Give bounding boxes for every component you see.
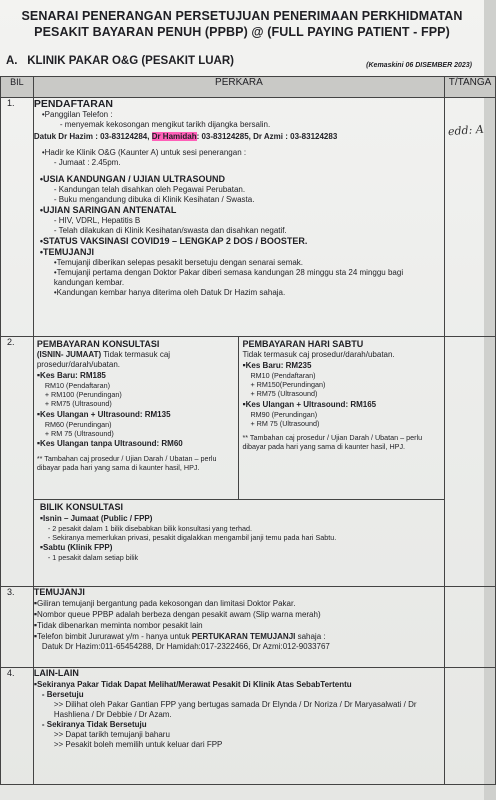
usia-item-1: - Kandungan telah disahkan oleh Pegawai Perubatan. [34, 185, 444, 195]
nurse-numbers: Datuk Dr Hazim:011-65454288, Dr Hamidah:017-2322466, Dr Azmi:012-9033767 [41, 642, 330, 651]
row-content-pendaftaran [33, 98, 444, 337]
section-title [6, 55, 234, 67]
tidak-detail-1: >> Dapat tarikh temujanji baharu [53, 730, 170, 739]
bilik-title: BILIK KONSULTASI [39, 502, 124, 512]
highlighted-name: Dr Hamidah [151, 132, 197, 141]
saturday-baru-item: RM10 (Pendaftaran) [250, 371, 316, 380]
info-table [0, 76, 496, 785]
row-content-pembayaran [33, 337, 444, 587]
phone-label: • Panggilan Telefon : [34, 110, 444, 120]
weekday-baru-item: RM10 (Pendaftaran) [44, 381, 110, 390]
weekday-baru-item: + RM75 (Ultrasound) [44, 399, 112, 409]
weekday-ulangan-item: RM60 (Perundingan) [44, 419, 112, 429]
weekday-note: Tidak termasuk caj prosedur/darah/ubatan. [36, 350, 171, 369]
weekday-subtitle [37, 350, 236, 370]
header-tarikh: T/TANGA [445, 77, 496, 98]
row-title: TEMUJANJI [33, 587, 85, 597]
table-row [1, 98, 496, 337]
bilik-saturday-1: - 1 pesakit dalam setiap bilik [47, 553, 139, 563]
weekday-kes-baru: ▪ Kes Baru: RM185 [37, 370, 236, 381]
weekday-baru-item: + RM100 (Perundingan) [44, 390, 122, 400]
row-number: 4. [1, 668, 34, 785]
weekday-title: PEMBAYARAN KONSULTASI [36, 339, 160, 349]
weekday-kes-ulangan: ▪ Kes Ulangan + Ultrasound: RM135 [37, 409, 236, 420]
bilik-saturday: ▪ Sabtu (Klinik FPP) [40, 542, 438, 553]
bilik-weekday: ▪ Isnin – Jumaat (Public / FPP) [40, 513, 438, 524]
doctor-phones [34, 132, 444, 142]
saringan-heading: • UJIAN SARINGAN ANTENATAL [34, 205, 444, 216]
session-time: - Jumaat : 2.45pm. [34, 158, 444, 168]
saturday-ulangan-item: RM90 (Perundingan) [250, 409, 318, 419]
row-number: 2. [1, 337, 34, 587]
table-row [1, 587, 496, 668]
bersetuju-heading: - Bersetuju [34, 690, 444, 700]
temujanji-line: ▪ Nombor queue PPBP adalah berbeza dengan pesakit awam (Slip warna merah) [34, 609, 444, 620]
lain-heading: ▪ Sekiranya Pakar Tidak Dapat Melihat/Merawat Pesakit Di Klinik Atas SebabTertentu [34, 679, 444, 690]
document-header [0, 0, 484, 40]
weekday-ulangan-item: + RM 75 (Ultrasound) [44, 428, 114, 438]
row-number: 1. [1, 98, 34, 337]
saringan-item-2: - Telah dilakukan di Klinik Kesihatan/swasta dan disahkan negatif. [34, 226, 444, 236]
header-line-1: SENARAI PENERANGAN PERSETUJUAN PENERIMAAN PERKHIDMATAN [21, 9, 463, 23]
weekday-kes-tanpa: ▪ Kes Ulangan tanpa Ultrasound: RM60 [37, 438, 236, 449]
payment-columns [34, 337, 444, 499]
doctor-phones-a: Datuk Dr Hazim : 03-83124284, [33, 132, 152, 141]
saturday-baru-item: + RM150(Perundingan) [250, 380, 326, 390]
usia-item-2: - Buku mengandung dibuka di Klinik Kesihatan / Swasta. [34, 195, 444, 205]
saturday-subtitle: Tidak termasuk caj prosedur/darah/ubatan. [242, 350, 395, 359]
temujanji-line: ▪ Giliran temujanji bergantung pada kekosongan dan limitasi Doktor Pakar. [34, 598, 444, 609]
temujanji-item-3: • Kandungan kembar hanya diterima oleh Datuk Dr Hazim sahaja. [34, 288, 444, 298]
updated-date: (Kemaskini 06 DISEMBER 2023) [366, 62, 472, 69]
date-cell [445, 337, 496, 587]
nurse-phone-b: PERTUKARAN TEMUJANJI [191, 632, 296, 641]
weekday-note-extra: ** Tambahan caj prosedur / Ujian Darah / Ubatan – perlu dibayar pada hari yang sama di kaunter hasil, HPJ. [36, 454, 217, 473]
row-content-lain-lain [33, 668, 444, 785]
payment-weekday [34, 337, 239, 499]
weekday-days: (ISNIN- JUMAAT) [36, 350, 102, 359]
row-title: PENDAFTARAN [33, 98, 113, 110]
doctor-phones-b: : 03-83124285, Dr Azmi : 03-83124283 [196, 132, 338, 141]
tidak-bersetuju-heading: - Sekiranya Tidak Bersetuju [34, 720, 444, 730]
section-name: KLINIK PAKAR O&G (PESAKIT LUAR) [27, 55, 234, 67]
temujanji-heading: • TEMUJANJI [34, 247, 444, 258]
tidak-detail-2: >> Pesakit boleh memilih untuk keluar dari FPP [53, 740, 223, 749]
row-title: LAIN-LAIN [33, 668, 79, 678]
temujanji-line [34, 631, 444, 642]
header-line-2: PESAKIT BAYARAN PENUH (PPBP) @ (FULL PAYING PATIENT - FPP) [34, 25, 450, 39]
phone-note: - menyemak kekosongan mengikut tarikh dijangka bersalin. [40, 120, 444, 130]
temujanji-item-2: • Temujanji pertama dengan Doktor Pakar diberi semasa kandungan 28 minggu sta 24 minggu bagi kandungan kembar. [34, 268, 444, 288]
row-content-temujanji [33, 587, 444, 668]
table-header-row [1, 77, 496, 98]
payment-saturday [238, 337, 444, 499]
saturday-kes-baru: ▪ Kes Baru: RM235 [242, 360, 441, 371]
table-row [1, 668, 496, 785]
hadir-text: • Hadir ke Klinik O&G (Kaunter A) untuk sesi penerangan : [34, 148, 444, 158]
saturday-title: PEMBAYARAN HARI SABTU [242, 339, 364, 349]
table-row [1, 337, 496, 587]
usia-heading: • USIA KANDUNGAN / UJIAN ULTRASOUND [34, 174, 444, 185]
saturday-note-extra: ** Tambahan caj prosedur / Ujian Darah / Ubatan – perlu dibayar pada hari yang sama di kaunter hasil, HPJ. [242, 433, 423, 452]
temujanji-item-1: • Temujanji diberikan selepas pesakit bersetuju dengan senarai semak. [34, 258, 444, 268]
section-letter: A. [6, 55, 18, 67]
saringan-item-1: - HIV, VDRL, Hepatitis B [34, 216, 444, 226]
date-cell [445, 668, 496, 785]
saturday-baru-item: + RM75 (Ultrasound) [250, 389, 318, 399]
saturday-kes-ulangan: ▪ Kes Ulangan + Ultrasound: RM165 [242, 399, 441, 410]
saturday-ulangan-item: + RM 75 (Ultrasound) [250, 418, 320, 428]
bilik-weekday-1: - 2 pesakit dalam 1 bilik disebabkan bilik konsultasi yang terhad. [47, 524, 253, 533]
nurse-phone-c: sahaja : [295, 632, 326, 641]
row-number: 3. [1, 587, 34, 668]
bilik-konsultasi [34, 499, 444, 586]
header-perkara: PERKARA [33, 77, 444, 98]
bilik-weekday-2: - Sekiranya memerlukan privasi, pesakit digalakkan mengambil janji temu pada hari Sabtu. [47, 533, 337, 543]
covid-status: • STATUS VAKSINASI COVID19 – LENGKAP 2 DOS / BOOSTER. [34, 236, 444, 247]
temujanji-line: ▪ Tidak dibenarkan meminta nombor pesakit lain [34, 620, 444, 631]
date-cell [445, 587, 496, 668]
nurse-phone-a: Telefon bimbit Jururawat y/m - hanya untuk [37, 632, 192, 641]
handwritten-note: edd: A [447, 122, 485, 139]
header-bil: BIL [1, 77, 34, 98]
bersetuju-detail: >> Dilihat oleh Pakar Gantian FPP yang bertugas samada Dr Elynda / Dr Noriza / Dr Maryasalwati / Dr Hashliena / Dr Debbie / Dr Azam. [53, 700, 417, 719]
